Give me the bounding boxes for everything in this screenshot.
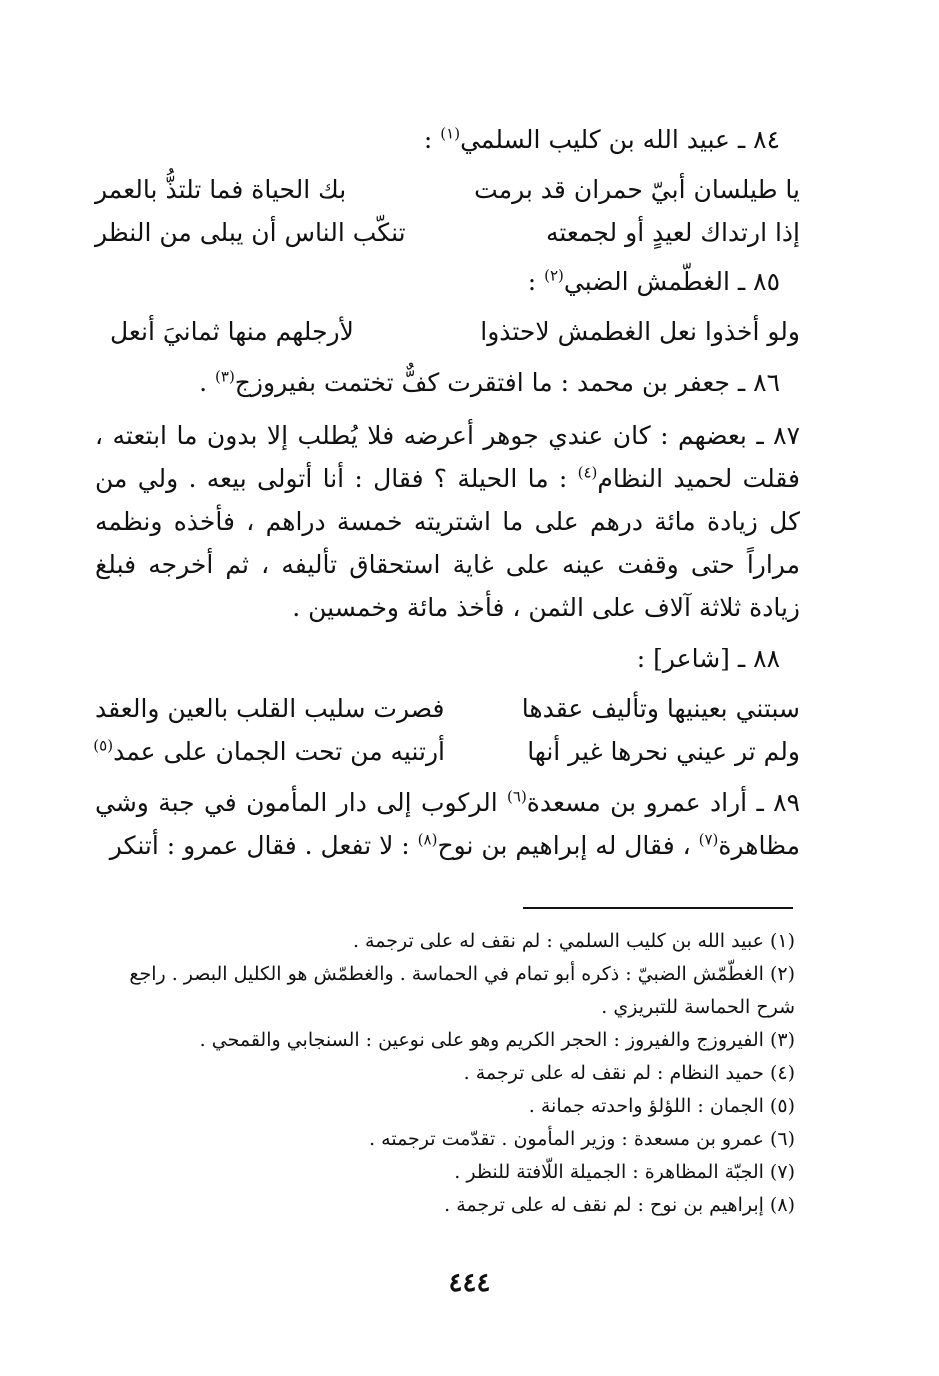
footnote-2-continued: شرح الحماسة للتبريزي . <box>601 996 795 1018</box>
footnote-3: (٣) الفيروزج والفيروز : الحجر الكريم وهو على نوعين : السنجابي والقمحي . <box>199 1029 795 1051</box>
hemistich: سبتني بعينيها وتأليف عقدها <box>521 694 800 723</box>
entry-89: ٨٩ ـ أراد عمرو بن مسعدة$^{(٦)}$ الركوب إلى دار المأمون في جبة وشي مظاهرة$^{(٧)}$ ، فقال له إبراهيم بن نوح$^{(٨)}$ : لا تفعل . فقال عمرو : أتنكر <box>95 787 800 860</box>
footnote-7: (٧) الجبّة المظاهرة : الجميلة اللّافتة للنظر . <box>454 1161 795 1183</box>
verse-line <box>95 730 800 773</box>
hemistich: ولو أخذوا نعل الغطمش لاحتذوا <box>480 317 800 346</box>
entry-84-poem <box>95 168 800 254</box>
entry-85-heading: ٨٥ ـ الغطّمش الضبي$^{(٢)}$ : <box>527 266 780 296</box>
hemistich: إذا ارتداك لعيدٍ أو لجمعته <box>545 218 800 247</box>
entry-88-poem <box>95 687 800 773</box>
entry-88-heading: ٨٨ ـ [شاعر] : <box>636 644 780 673</box>
footnote-2: (٢) الغطّمّش الضبيّ : ذكره أبو تمام في الحماسة . والغطمّش هو الكليل البصر . راجع <box>129 963 795 985</box>
footnote-divider <box>523 907 793 909</box>
footnote-8: (٨) إبراهيم بن نوح : لم نقف له على ترجمة . <box>444 1194 795 1216</box>
main-text <box>95 120 800 877</box>
entry-86: ٨٦ ـ جعفر بن محمد : ما افتقرت كفٌّ تختمت بفيروزج$^{(٣)}$ . <box>199 367 780 397</box>
footnote-ref-4[interactable]: (٤) <box>577 463 598 482</box>
footnote-6: (٦) عمرو بن مسعدة : وزير المأمون . تقدّمت ترجمته . <box>369 1128 795 1150</box>
page-number: ٤٤٤ <box>448 1268 491 1298</box>
hemistich: ولم تر عيني نحرها غير أنها <box>527 737 800 766</box>
hemistich: فصرت سليب القلب بالعين والعقد <box>95 694 445 723</box>
verse-line <box>95 310 800 353</box>
footnote-ref-1[interactable]: (١) <box>440 124 461 143</box>
entry-84-heading: ٨٤ ـ عبيد الله بن كليب السلمي$^{(١)}$ : <box>423 124 780 154</box>
footnote-ref-5[interactable]: (٥) <box>93 736 114 755</box>
footnote-ref-7[interactable]: (٧) <box>698 830 719 849</box>
footnote-4: (٤) حميد النظام : لم نقف له على ترجمة . <box>463 1062 795 1084</box>
hemistich: يا طيلسان أبيّ حمران قد برمت <box>474 175 800 204</box>
verse-line <box>95 168 800 211</box>
hemistich: لأرجلهم منها ثمانيَ أنعل <box>110 317 354 346</box>
footnote-ref-2[interactable]: (٢) <box>544 266 564 285</box>
entry-87: ٨٧ ـ بعضهم : كان عندي جوهر أعرضه فلا يُطلب إلا بدون ما ابتعته ، فقلت لحميد النظام$^{(٤)}$ : ما الحيلة ؟ فقال : أنا أتولى بيعه . ولي من كل زيادة مائة درهم على ما اشتريته خمسة دراهم ، فأخذه ونظمه مراراً حتى وقفت عينه على غاية استحقاق تأليفه ، ثم أخرجه فبلغ زيادة ثلاثة آلاف على الثمن ، فأخذ مائة وخمسين . <box>95 421 800 622</box>
entry-85-poem <box>95 310 800 353</box>
verse-line <box>95 211 800 254</box>
footnotes <box>95 925 795 1222</box>
footnote-1: (١) عبيد الله بن كليب السلمي : لم نقف له على ترجمة . <box>352 930 795 952</box>
footnote-ref-6[interactable]: (٦) <box>507 787 527 806</box>
verse-line <box>95 687 800 730</box>
footnote-ref-8[interactable]: (٨) <box>417 830 438 849</box>
hemistich: تنكّب الناس أن يبلى من النظر <box>95 218 406 247</box>
footnote-ref-3[interactable]: (٣) <box>215 367 235 386</box>
footnote-5: (٥) الجمان : اللؤلؤ واحدته جمانة . <box>528 1095 795 1117</box>
hemistich: بك الحياة فما تلتذُّ بالعمر <box>95 175 347 204</box>
hemistich: أرتنيه من تحت الجمان على عمد$^{(٥)}$ <box>93 736 445 766</box>
